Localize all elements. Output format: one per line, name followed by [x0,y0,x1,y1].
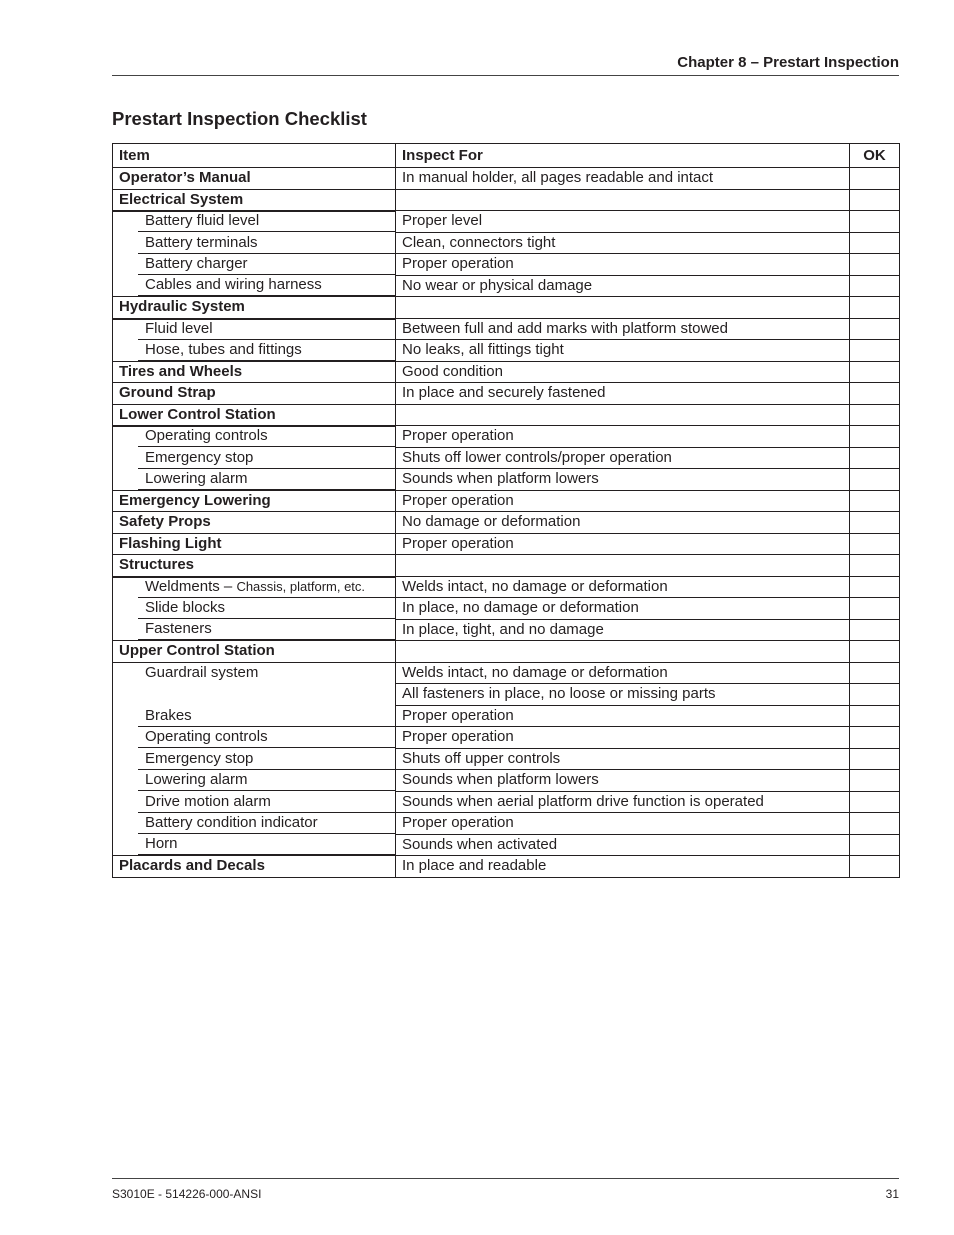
ok-checkbox-cell[interactable] [850,426,900,448]
ok-checkbox-cell[interactable] [850,662,900,684]
inspect-for-cell: In place and securely fastened [396,383,850,405]
item-cell [113,469,396,491]
item-cell: Hydraulic System [113,297,396,319]
table-row [113,318,900,340]
item-cell [113,770,396,792]
ok-checkbox-cell[interactable] [850,254,900,276]
inspect-for-cell: Proper operation [396,254,850,276]
table-row [113,168,900,190]
item-cell [113,598,396,620]
inspect-for-cell: No damage or deformation [396,512,850,534]
item-cell: Placards and Decals [113,856,396,878]
table-row [113,361,900,383]
ok-checkbox-cell[interactable] [850,490,900,512]
table-row [113,254,900,276]
inspect-for-cell: In manual holder, all pages readable and intact [396,168,850,190]
inspect-for-cell: Sounds when platform lowers [396,469,850,491]
table-row [113,490,900,512]
item-label: Emergency stop [145,749,254,767]
item-cell [113,748,396,770]
inspect-for-cell [396,189,850,211]
item-cell [113,684,396,706]
item-label: Hose, tubes and fittings [145,340,302,358]
item-cell: Electrical System [113,189,396,211]
table-row [113,533,900,555]
ok-checkbox-cell[interactable] [850,189,900,211]
item-label: Cables and wiring harness [145,276,322,294]
inspect-for-cell: Between full and add marks with platform stowed [396,318,850,340]
item-cell [113,791,396,813]
table-header-row [113,144,900,168]
table-row [113,576,900,598]
table-row [113,275,900,297]
table-row [113,232,900,254]
chapter-header [112,54,899,76]
item-label: Lowering alarm [145,469,248,487]
table-row [113,770,900,792]
ok-checkbox-cell[interactable] [850,340,900,362]
ok-checkbox-cell[interactable] [850,727,900,749]
item-label: Lowering alarm [145,771,248,788]
item-label: Guardrail system [145,663,259,681]
inspect-for-cell: Proper operation [396,490,850,512]
inspect-for-cell: All fasteners in place, no loose or missing parts [396,684,850,706]
table-row [113,641,900,663]
page-number: 31 [885,1187,899,1201]
item-cell [113,340,396,362]
inspect-for-cell [396,641,850,663]
item-cell [113,426,396,448]
ok-checkbox-cell[interactable] [850,232,900,254]
item-cell [113,727,396,749]
item-cell: Upper Control Station [113,641,396,663]
inspect-for-cell: Shuts off upper controls [396,748,850,770]
ok-checkbox-cell[interactable] [850,641,900,663]
inspect-for-cell: Welds intact, no damage or deformation [396,576,850,598]
table-row [113,297,900,319]
table-row [113,705,900,727]
item-cell [113,813,396,835]
table-row [113,383,900,405]
inspect-for-cell: In place, tight, and no damage [396,619,850,641]
table-row [113,813,900,835]
inspect-for-cell: No wear or physical damage [396,275,850,297]
table-row [113,404,900,426]
item-cell [113,232,396,254]
ok-checkbox-cell[interactable] [850,705,900,727]
item-cell [113,834,396,856]
item-label: Weldments – [145,577,237,595]
item-cell: Emergency Lowering [113,490,396,512]
ok-checkbox-cell[interactable] [850,619,900,641]
table-row [113,748,900,770]
page-title: Prestart Inspection Checklist [112,108,367,129]
column-header-inspect-for: Inspect For [396,144,850,168]
item-cell: Tires and Wheels [113,361,396,383]
ok-checkbox-cell[interactable] [850,211,900,233]
column-header-item: Item [113,144,396,168]
inspect-for-cell: Clean, connectors tight [396,232,850,254]
table-row [113,684,900,706]
item-cell: Operator’s Manual [113,168,396,190]
item-cell: Structures [113,555,396,577]
item-label: Operating controls [145,427,268,445]
item-label: Fluid level [145,319,213,337]
table-row [113,619,900,641]
table-row [113,727,900,749]
item-cell [113,619,396,641]
item-cell [113,662,396,684]
item-cell [113,447,396,469]
ok-checkbox-cell[interactable] [850,512,900,534]
inspect-for-cell: Sounds when platform lowers [396,770,850,792]
document-id: S3010E - 514226-000-ANSI [112,1187,262,1201]
table-row [113,512,900,534]
item-cell [113,275,396,297]
ok-checkbox-cell[interactable] [850,748,900,770]
ok-checkbox-cell[interactable] [850,361,900,383]
item-cell [113,705,396,727]
table-row [113,211,900,233]
table-row [113,791,900,813]
inspect-for-cell: Shuts off lower controls/proper operation [396,447,850,469]
table-row [113,189,900,211]
item-label: Brakes [145,706,192,724]
ok-checkbox-cell[interactable] [850,404,900,426]
item-label: Battery charger [145,255,248,272]
ok-checkbox-cell[interactable] [850,813,900,835]
table-row [113,447,900,469]
item-label: Battery fluid level [145,212,260,230]
page-footer [112,1178,899,1201]
table-row [113,598,900,620]
item-cell [113,318,396,340]
inspect-for-cell: Proper operation [396,813,850,835]
inspect-for-cell: In place, no damage or deformation [396,598,850,620]
ok-checkbox-cell[interactable] [850,684,900,706]
item-cell [113,254,396,276]
item-label: Battery terminals [145,233,258,251]
table-row [113,834,900,856]
item-label: Battery condition indicator [145,814,318,831]
inspect-for-cell: No leaks, all fittings tight [396,340,850,362]
table-row [113,340,900,362]
ok-checkbox-cell[interactable] [850,168,900,190]
ok-checkbox-cell[interactable] [850,555,900,577]
item-label: Drive motion alarm [145,792,271,810]
item-label: Horn [145,835,178,853]
table-row [113,469,900,491]
inspect-for-cell: Proper operation [396,533,850,555]
inspect-for-cell: Proper operation [396,426,850,448]
ok-checkbox-cell[interactable] [850,469,900,491]
table-row [113,555,900,577]
ok-checkbox-cell[interactable] [850,791,900,813]
inspect-for-cell: Sounds when activated [396,834,850,856]
item-cell [113,211,396,233]
item-note: Chassis, platform, etc. [236,578,366,594]
ok-checkbox-cell[interactable] [850,834,900,856]
ok-checkbox-cell[interactable] [850,533,900,555]
table-row [113,856,900,878]
column-header-ok: OK [850,144,900,168]
inspect-for-cell: Proper level [396,211,850,233]
item-cell [113,576,396,598]
inspect-for-cell [396,297,850,319]
ok-checkbox-cell[interactable] [850,576,900,598]
ok-checkbox-cell[interactable] [850,383,900,405]
inspect-for-cell: Proper operation [396,727,850,749]
table-row [113,426,900,448]
table-row [113,662,900,684]
ok-checkbox-cell[interactable] [850,856,900,878]
ok-checkbox-cell[interactable] [850,598,900,620]
inspection-checklist-table [112,143,900,878]
item-label: Emergency stop [145,448,254,466]
ok-checkbox-cell[interactable] [850,447,900,469]
inspect-for-cell [396,404,850,426]
inspect-for-cell: Sounds when aerial platform drive function is operated [396,791,850,813]
inspect-for-cell [396,555,850,577]
item-cell: Ground Strap [113,383,396,405]
item-cell: Safety Props [113,512,396,534]
ok-checkbox-cell[interactable] [850,275,900,297]
inspect-for-cell: Welds intact, no damage or deformation [396,662,850,684]
item-label: Fasteners [145,620,212,638]
inspect-for-cell: Proper operation [396,705,850,727]
item-cell: Lower Control Station [113,404,396,426]
item-label: Slide blocks [145,599,226,616]
ok-checkbox-cell[interactable] [850,318,900,340]
item-label: Operating controls [145,728,268,745]
inspect-for-cell: In place and readable [396,856,850,878]
item-cell: Flashing Light [113,533,396,555]
ok-checkbox-cell[interactable] [850,297,900,319]
inspect-for-cell: Good condition [396,361,850,383]
ok-checkbox-cell[interactable] [850,770,900,792]
chapter-title: Chapter 8 – Prestart Inspection [677,54,899,71]
